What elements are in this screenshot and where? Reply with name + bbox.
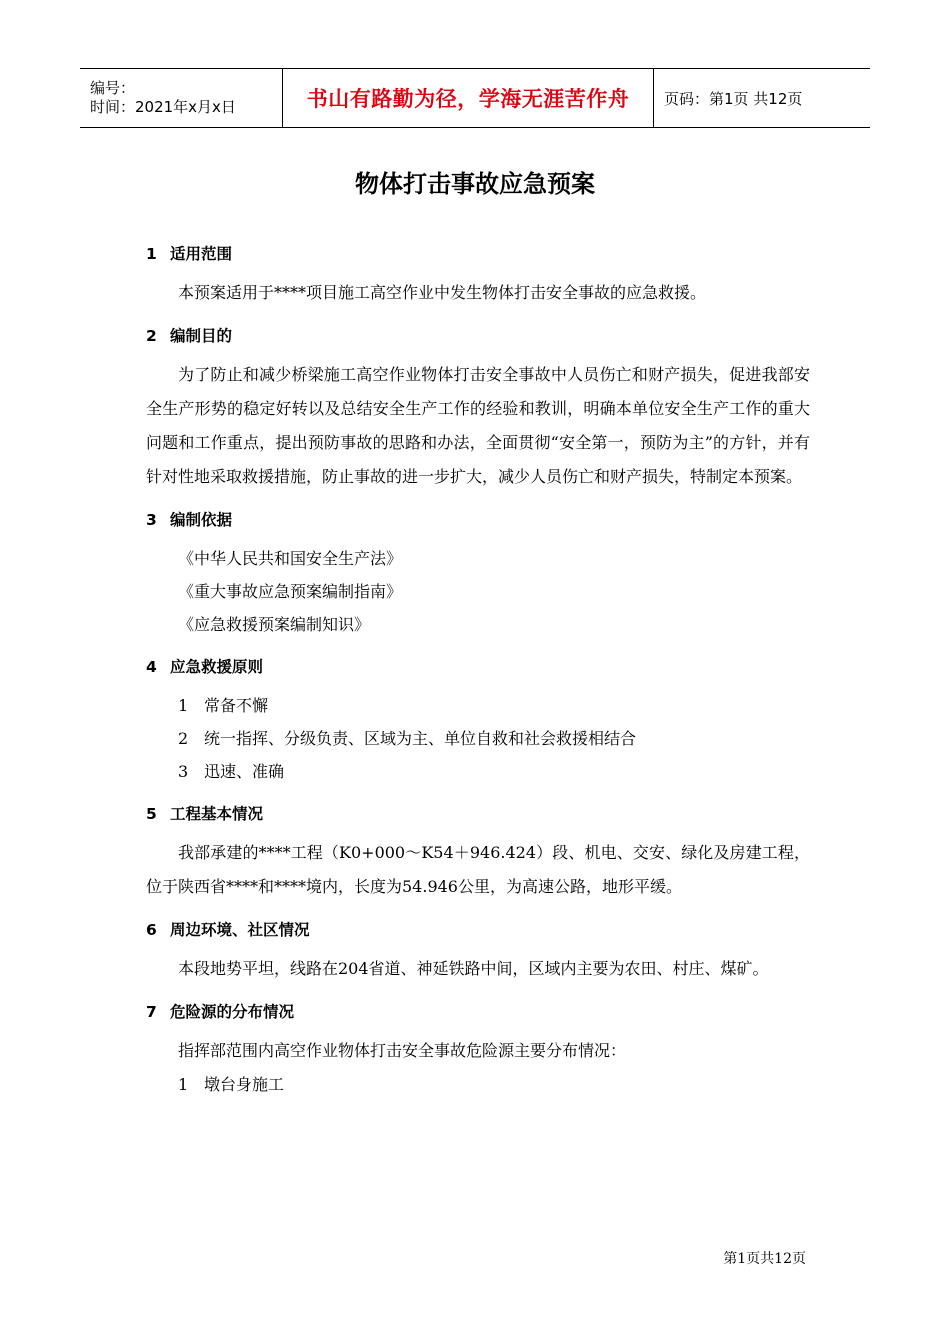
section-title: 工程基本情况 [170, 805, 264, 823]
section-title: 周边环境、社区情况 [170, 921, 310, 939]
section-title: 危险源的分布情况 [170, 1003, 295, 1021]
header-motto-cell [282, 69, 654, 127]
item-number: 1 [178, 1075, 189, 1094]
section-heading-5 [146, 798, 810, 830]
doc-time-label: 时间：2021年x月x日 [90, 98, 236, 116]
section-title: 适用范围 [170, 245, 233, 263]
section-number: 2 [146, 327, 157, 345]
document-title: 物体打击事故应急预案 [355, 170, 595, 198]
doc-number-label: 编号： [90, 79, 136, 97]
section-number: 6 [146, 921, 157, 939]
reference-item: 《应急救援预案编制知识》 [178, 615, 371, 634]
header-meta [80, 69, 282, 127]
hazard-item [146, 1068, 810, 1101]
section-heading-2 [146, 320, 810, 352]
principle-item [146, 689, 810, 722]
section-title: 编制依据 [170, 511, 233, 529]
header-motto: 书山有路勤为径，学海无涯苦作舟 [306, 87, 630, 111]
section-heading-4 [146, 651, 810, 683]
page-footer: 第1页共12页 [723, 1251, 806, 1267]
item-number: 3 [178, 762, 189, 781]
section-number: 1 [146, 245, 157, 263]
section-number: 4 [146, 658, 157, 676]
header-table [80, 68, 870, 128]
section-title: 编制目的 [170, 327, 233, 345]
document-body [146, 228, 810, 1101]
section-2-paragraph: 为了防止和减少桥梁施工高空作业物体打击安全事故中人员伤亡和财产损失，促进我部安全生产形势的稳定好转以及总结安全生产工作的经验和教训，明确本单位安全生产工作的重大问题和工作重点，提出预防事故的思路和办法，全面贯彻“安全第一，预防为主”的方针，并有针对性地采取救援措施，防止事故的进一步扩大，减少人员伤亡和财产损失，特制定本预案。 [146, 365, 810, 486]
section-number: 5 [146, 805, 157, 823]
reference-item: 《重大事故应急预案编制指南》 [178, 582, 403, 601]
section-6-paragraph: 本段地势平坦，线路在204省道、神延铁路中间，区域内主要为农田、村庄、煤矿。 [178, 959, 769, 978]
item-text: 常备不懈 [204, 696, 269, 715]
section-number: 7 [146, 1003, 157, 1021]
section-heading-1 [146, 238, 810, 270]
section-number: 3 [146, 511, 157, 529]
section-heading-6 [146, 914, 810, 946]
item-text: 统一指挥、分级负责、区域为主、单位自救和社会救援相结合 [204, 729, 637, 748]
principle-item [146, 722, 810, 755]
item-text: 墩台身施工 [204, 1075, 285, 1094]
section-heading-7 [146, 996, 810, 1028]
section-5-paragraph: 我部承建的****工程（K0+000～K54＋946.424）段、机电、交安、绿化及房建工程，位于陕西省****和****境内，长度为54.946公里，为高速公路，地形平缓。 [146, 843, 810, 896]
item-text: 迅速、准确 [204, 762, 285, 781]
principle-item [146, 755, 810, 788]
section-1-paragraph: 本预案适用于****项目施工高空作业中发生物体打击安全事故的应急救援。 [178, 283, 707, 302]
header-page-info [654, 69, 870, 127]
section-heading-3 [146, 504, 810, 536]
reference-item: 《中华人民共和国安全生产法》 [178, 549, 403, 568]
page-info-text: 页码：第1页 共12页 [664, 89, 803, 108]
item-number: 1 [178, 696, 189, 715]
section-7-paragraph: 指挥部范围内高空作业物体打击安全事故危险源主要分布情况： [178, 1041, 627, 1060]
section-title: 应急救援原则 [170, 658, 264, 676]
item-number: 2 [178, 729, 189, 748]
